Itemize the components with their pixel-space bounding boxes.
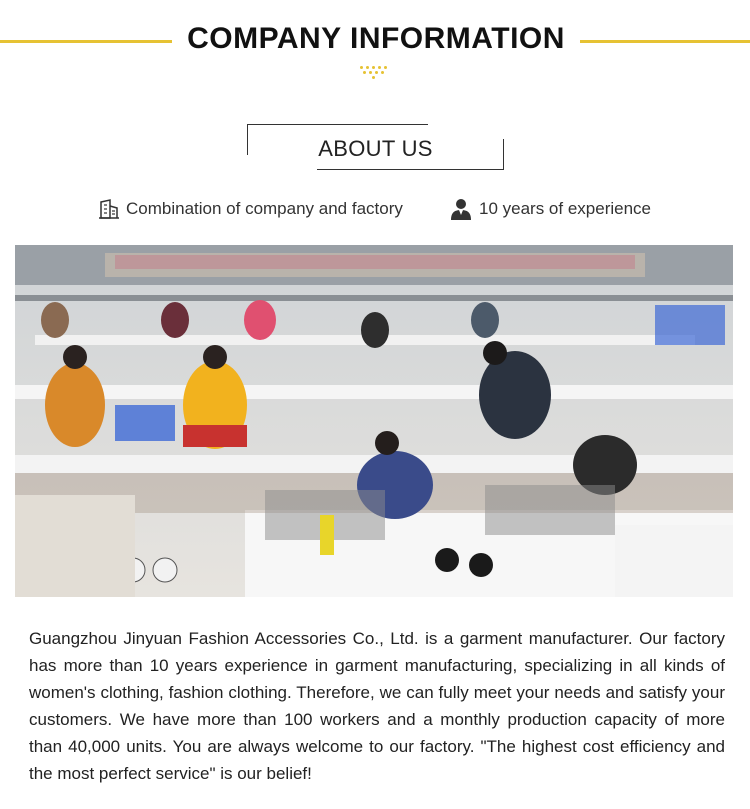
feature-company-factory <box>98 195 403 223</box>
section-header <box>0 18 750 68</box>
person-icon <box>449 198 473 220</box>
feature-experience <box>449 195 651 223</box>
header-divider-left <box>0 40 172 43</box>
feature-list <box>0 195 750 223</box>
about-us-label: ABOUT US <box>318 136 433 161</box>
feature-label: Combination of company and factory <box>126 199 403 218</box>
about-us-heading <box>247 124 504 170</box>
feature-label: 10 years of experience <box>479 199 651 218</box>
factory-photo <box>15 245 733 597</box>
decorative-dots-icon <box>358 66 390 82</box>
header-divider-right <box>580 40 750 43</box>
page-title: COMPANY INFORMATION <box>187 22 565 55</box>
factory-workshop-image <box>15 245 733 597</box>
building-icon <box>98 198 120 220</box>
company-description: Guangzhou Jinyuan Fashion Accessories Co., Ltd. is a garment manufacturer. Our factory has more than 10 years experience in garment manufacturing, specializing in all kinds of women's clothing, fashion clothing. Therefore, we can fully meet your needs and satisfy your customers. We have more than 100 workers and a monthly production capacity of more than 40,000 units. You are always welcome to our factory. "The highest cost efficiency and the most perfect service" is our belief! <box>29 629 725 783</box>
